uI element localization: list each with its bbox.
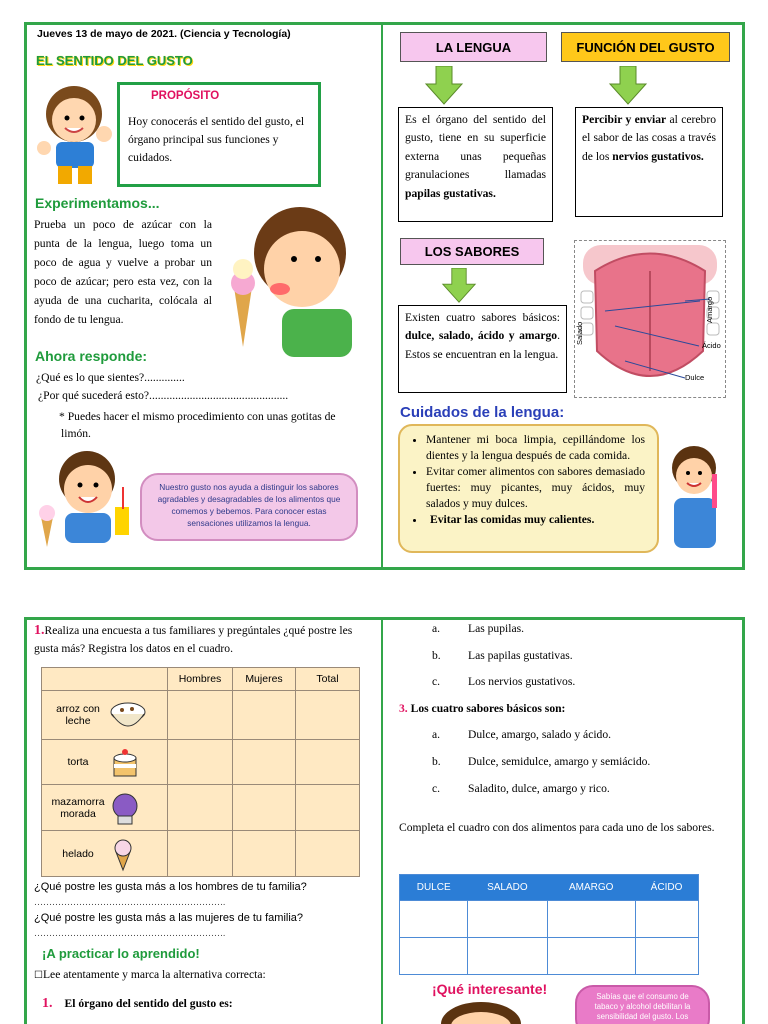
question-1: ¿Qué es lo que sientes?.............. bbox=[36, 371, 185, 384]
boy-thumbs-up-illustration bbox=[32, 78, 120, 190]
funcion-bold-2: nervios gustativos. bbox=[612, 149, 704, 163]
option-text[interactable]: Saladito, dulce, amargo y rico. bbox=[468, 782, 610, 795]
lengua-definition-text: Es el órgano del sentido del gusto, tiene en su superficie externa unas pequeñas granulaciones llamadas bbox=[405, 113, 546, 182]
flavor-cell[interactable] bbox=[547, 901, 635, 938]
answer-line: ………………………………………………………. bbox=[34, 897, 226, 907]
dessert-label: torta bbox=[67, 756, 89, 768]
funcion-definition-box bbox=[575, 107, 723, 217]
table-header-blank bbox=[42, 668, 168, 691]
boy-toothbrush-illustration bbox=[662, 440, 728, 552]
option-letter: c. bbox=[432, 675, 441, 688]
survey-cell-hombres[interactable] bbox=[168, 785, 233, 831]
boy-icecream-illustration bbox=[222, 197, 370, 357]
cuidado-item: • Evitar comer alimentos con sabores demasiado fuertes: muy picantes, muy ácidos, muy salados y muy dulces. bbox=[426, 464, 645, 512]
flavor-cell[interactable] bbox=[400, 938, 468, 975]
experimentamos-text: Prueba un poco de azúcar con la punta de la lengua, luego toma un poco de agua y vuelve a probar un poco de azúcar; pero esta vez, con la ayuda de una cucharita, colócala al fondo de tu lengua. bbox=[34, 218, 212, 326]
los-sabores-header: LOS SABORES bbox=[400, 238, 544, 265]
practice-question-3-text: Los cuatro sabores básicos son: bbox=[407, 702, 566, 715]
question-mujeres: ¿Qué postre les gusta más a las mujeres de tu familia? bbox=[34, 912, 304, 924]
completa-instruction: Completa el cuadro con dos alimentos para cada uno de los sabores. bbox=[399, 821, 715, 834]
cuidados-box bbox=[398, 424, 659, 553]
table-header: Total bbox=[296, 668, 360, 691]
tongue-label-acido: Ácido bbox=[702, 341, 721, 350]
cake-icon bbox=[108, 744, 142, 780]
survey-cell-hombres[interactable] bbox=[168, 740, 233, 785]
survey-cell-mujeres[interactable] bbox=[233, 691, 296, 740]
cuidado-item: • Mantener mi boca limpia, cepillándome los dientes y la lengua después de cada comida. bbox=[426, 432, 645, 464]
sabores-text-2: . Estos se encuentran en la lengua. bbox=[405, 329, 560, 361]
table-row bbox=[42, 691, 360, 740]
survey-text: Realiza una encuesta a tus familiares y pregúntales ¿qué postre les gusta más? Registra los datos en el cuadro. bbox=[34, 624, 353, 655]
question-2: ¿Por qué sucederá esto?................................................ bbox=[38, 389, 289, 402]
down-arrow-icon bbox=[439, 268, 479, 304]
date-line: Jueves 13 de mayo de 2021. (Ciencia y Tecnología) bbox=[37, 28, 291, 40]
funcion-text: al cerebro el sabor de las cosas a través de los bbox=[582, 113, 716, 163]
practice-question-1-text: El órgano del sentido del gusto es: bbox=[64, 997, 233, 1010]
down-arrow-icon bbox=[608, 66, 648, 106]
question-number: 3. bbox=[399, 702, 408, 715]
flavor-cell[interactable] bbox=[547, 938, 635, 975]
lengua-definition-box bbox=[398, 107, 553, 222]
survey-cell-mujeres[interactable] bbox=[233, 831, 296, 877]
purple-pudding-icon bbox=[108, 790, 142, 826]
experimentamos-title: Experimentamos... bbox=[35, 195, 160, 211]
flavor-cell[interactable] bbox=[467, 938, 547, 975]
lee-instruction bbox=[34, 968, 266, 981]
ahora-responde-title: Ahora responde: bbox=[35, 348, 148, 364]
option-letter: a. bbox=[432, 728, 441, 741]
down-arrow-icon bbox=[424, 66, 464, 106]
option-text[interactable]: Dulce, amargo, salado y ácido. bbox=[468, 728, 612, 741]
table-row bbox=[400, 901, 699, 938]
survey-cell-total[interactable] bbox=[296, 785, 360, 831]
cuidados-list bbox=[412, 432, 645, 528]
dessert-cell bbox=[42, 691, 168, 740]
ice-cream-icon bbox=[108, 836, 138, 872]
dessert-label: arroz con leche bbox=[56, 703, 100, 727]
table-header: DULCE bbox=[400, 875, 468, 901]
practice-question-1 bbox=[42, 996, 233, 1012]
funcion-gusto-header: FUNCIÓN DEL GUSTO bbox=[561, 32, 730, 62]
dessert-cell bbox=[42, 785, 168, 831]
tongue-label-dulce: Dulce bbox=[685, 373, 705, 382]
question-number: 1. bbox=[34, 623, 45, 638]
cuidado-item: • Evitar las comidas muy calientes. bbox=[426, 512, 645, 528]
tongue-diagram bbox=[574, 240, 726, 398]
la-lengua-header: LA LENGUA bbox=[400, 32, 547, 62]
option-letter: a. bbox=[432, 622, 441, 635]
flavors-table bbox=[399, 874, 699, 975]
dessert-label: helado bbox=[62, 847, 94, 860]
flavor-cell[interactable] bbox=[635, 901, 698, 938]
option-letter: b. bbox=[432, 755, 441, 768]
table-header: ÁCIDO bbox=[635, 875, 698, 901]
table-header: Mujeres bbox=[233, 668, 296, 691]
table-header: AMARGO bbox=[547, 875, 635, 901]
rice-pudding-icon bbox=[108, 698, 148, 732]
practice-question-3 bbox=[399, 702, 565, 715]
info-speech-bubble: Nuestro gusto nos ayuda a distinguir los sabores agradables y desagradables de los alimentos que comemos y bebemos. Para conocer estas sensaciones utilizamos la lengua. bbox=[140, 473, 358, 541]
survey-cell-mujeres[interactable] bbox=[233, 785, 296, 831]
survey-cell-total[interactable] bbox=[296, 691, 360, 740]
survey-cell-hombres[interactable] bbox=[168, 691, 233, 740]
question-3: * Puedes hacer el mismo procedimiento con unas gotitas de limón. bbox=[59, 410, 336, 440]
survey-cell-total[interactable] bbox=[296, 740, 360, 785]
flavor-cell[interactable] bbox=[400, 901, 468, 938]
cuidados-title: Cuidados de la lengua: bbox=[400, 404, 565, 421]
dessert-cell bbox=[42, 740, 168, 785]
survey-cell-total[interactable] bbox=[296, 831, 360, 877]
sabores-box bbox=[398, 305, 567, 393]
practicar-title: ¡A practicar lo aprendido! bbox=[42, 946, 200, 961]
table-row bbox=[400, 938, 699, 975]
interesante-bubble: Sabías que el consumo de tabaco y alcohol debilitan la sensibilidad del gusto. Los bbox=[575, 985, 710, 1024]
proposito-title: PROPÓSITO bbox=[151, 90, 220, 102]
table-row bbox=[42, 785, 360, 831]
sabores-text-1: Existen cuatro sabores básicos: bbox=[405, 311, 560, 324]
boy-drinks-illustration bbox=[33, 447, 143, 552]
page-title: EL SENTIDO DEL GUSTO bbox=[36, 53, 193, 68]
option-letter: b. bbox=[432, 649, 441, 662]
flavor-cell[interactable] bbox=[635, 938, 698, 975]
boy-peeking-illustration bbox=[436, 1000, 526, 1024]
interesante-title: ¡Qué interesante! bbox=[432, 981, 548, 997]
dessert-label: mazamorra morada bbox=[51, 795, 105, 820]
survey-cell-mujeres[interactable] bbox=[233, 740, 296, 785]
lee-text: Lee atentamente y marca la alternativa correcta: bbox=[42, 968, 266, 981]
table-row bbox=[42, 740, 360, 785]
dessert-survey-table bbox=[41, 667, 360, 877]
top-divider bbox=[381, 24, 383, 568]
sabores-bold: dulce, salado, ácido y amargo bbox=[405, 329, 558, 343]
question-number: 1. bbox=[42, 996, 53, 1011]
funcion-bold-1: Percibir y enviar bbox=[582, 113, 667, 126]
checkbox-glyph: ☐ bbox=[34, 970, 43, 981]
table-row bbox=[42, 831, 360, 877]
question-hombres: ¿Qué postre les gusta más a los hombres de tu familia? bbox=[34, 881, 307, 893]
flavor-cell[interactable] bbox=[467, 901, 547, 938]
lengua-definition-bold: papilas gustativas. bbox=[405, 186, 496, 200]
option-text[interactable]: Las pupilas. bbox=[468, 622, 525, 635]
proposito-text: Hoy conocerás el sentido del gusto, el órgano principal sus funciones y cuidados. bbox=[128, 115, 305, 164]
table-header: SALADO bbox=[467, 875, 547, 901]
bottom-divider bbox=[381, 619, 383, 1024]
option-text[interactable]: Dulce, semidulce, amargo y semiácido. bbox=[468, 755, 651, 768]
survey-instruction bbox=[34, 622, 364, 658]
dessert-cell bbox=[42, 831, 168, 877]
answer-line: ………………………………………………………. bbox=[34, 928, 226, 938]
option-text[interactable]: Las papilas gustativas. bbox=[468, 649, 573, 662]
tongue-label-salado: Salado bbox=[575, 321, 584, 345]
tongue-label-amargo: Amargo bbox=[705, 296, 714, 323]
option-letter: c. bbox=[432, 782, 441, 795]
table-header: Hombres bbox=[168, 668, 233, 691]
option-text[interactable]: Los nervios gustativos. bbox=[468, 675, 576, 688]
survey-cell-hombres[interactable] bbox=[168, 831, 233, 877]
